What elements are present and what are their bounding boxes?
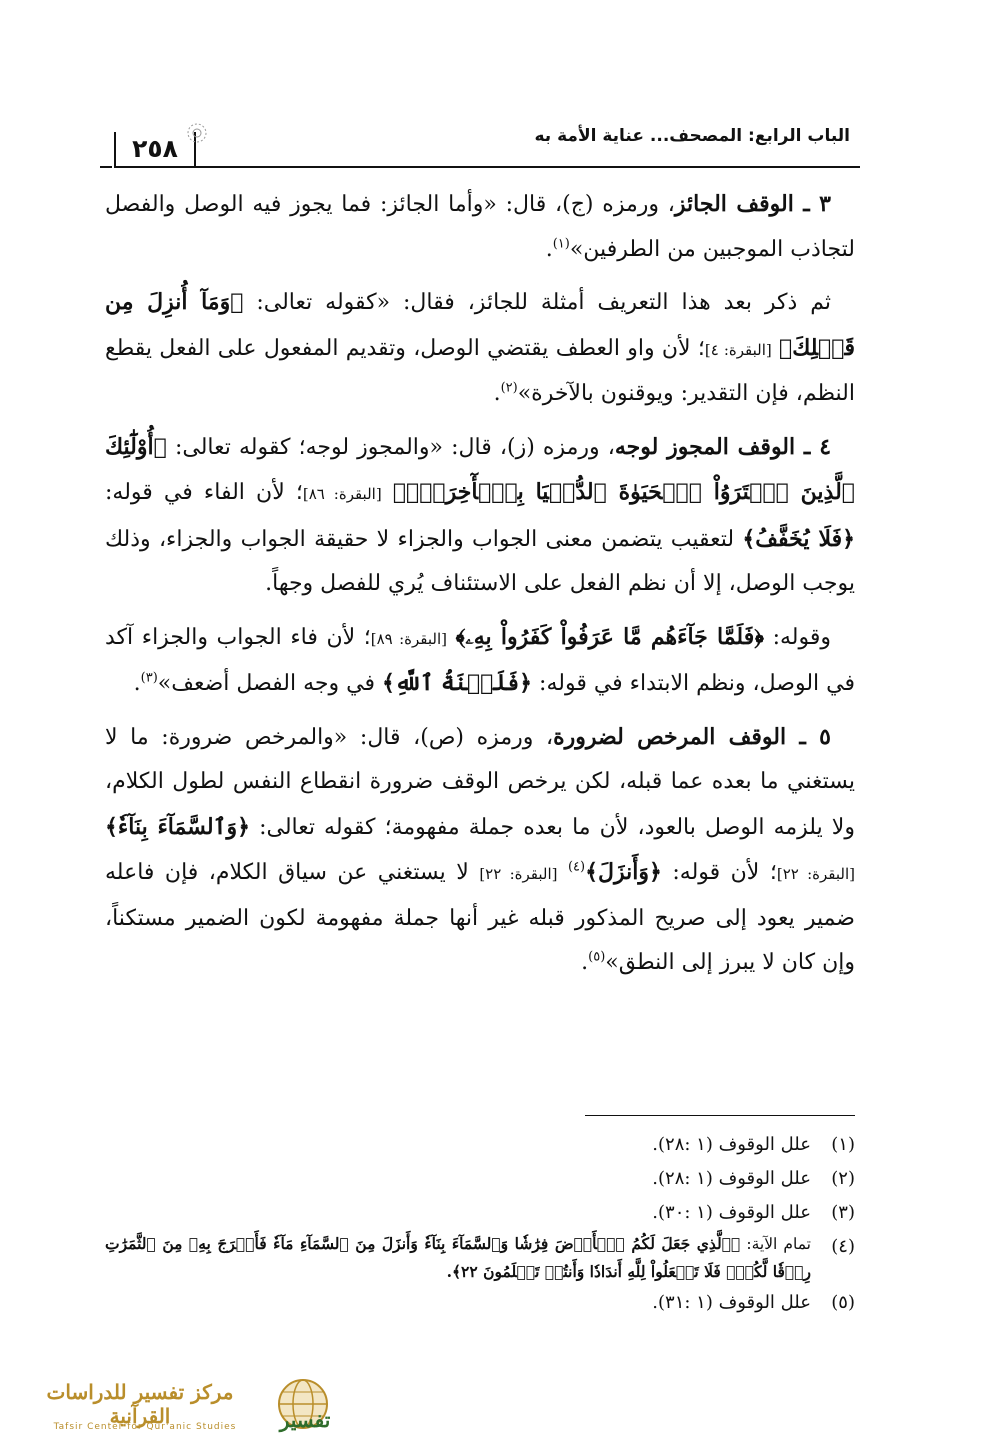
footnote-item: (٢) علل الوقوف (١ :٢٨). [652,1168,855,1189]
footnote-divider [585,1115,855,1116]
footnote-item: (٣) علل الوقوف (١ :٣٠). [652,1202,855,1223]
ornament-icon [184,120,210,146]
main-text [105,182,855,994]
footnote-item: (٥) علل الوقوف (١ :٣١). [652,1292,855,1313]
running-header [100,110,860,165]
paragraph-qawluhu: وقوله: ﴿فَلَمَّا جَآءَهُم مَّا عَرَفُواْ كَفَرُواْ بِهِۦ﴾ [البقرة: ٨٩]؛ لأن فاء الجواب والجزاء آكد في الوصل، ونظم الابتداء في قوله: ﴿فَلَعۡنَةُ ٱللَّهِ﴾ في وجه الفصل أضعف»$^{(٣)}$. [105,623,855,696]
header-divider [114,166,860,168]
chapter-title: الباب الرابع: المصحف... عناية الأمة به [534,126,850,146]
publisher-logo [15,1370,345,1450]
logo-english-text: Tafsir Center for Qur'anic Studies [53,1422,237,1432]
footnote-item: (١) علل الوقوف (١ :٢٨). [652,1134,855,1155]
logo-arabic-text: مركز تفسير للدراسات القرآنية [46,1380,234,1428]
logo-emblem-text: تفسير [279,1408,331,1432]
footnotes [105,1128,855,1320]
header-divider-short [100,166,112,168]
paragraph-jaiz: ٣ ـ الوقف الجائز، ورمزه (ج)، قال: «وأما الجائز: فما يجوز فيه الوصل والفصل لتجاذب الموجبين من الطرفين»$^{(١)}$. [105,191,855,262]
paragraph-example: ثم ذكر بعد هذا التعريف أمثلة للجائز، فقال: «كقوله تعالى: ﴿وَمَآ أُنزِلَ مِن قَبۡلِكَ﴾ [البقرة: ٤]؛ لأن واو العطف يقتضي الوصل، وتقديم المفعول على الفعل يقطع النظم، فإن التقدير: ويوقنون بالآخرة»$^{(٢)}$. [105,289,855,406]
paragraph-mujawwaz: ٤ ـ الوقف المجوز لوجه، ورمزه (ز)، قال: «والمجوز لوجه؛ كقوله تعالى: ﴿أُوْلَٰٓئِكَ ٱلَّذِينَ ٱشۡتَرَوُاْ ٱلۡحَيَوٰةَ ٱلدُّنۡيَا بِٱلۡأٓخِرَةِۖ﴾ [البقرة: ٨٦]؛ لأن الفاء في قوله: ﴿فَلَا يُخَفَّفُ﴾ لتعقيب يتضمن معنى الجواب والجزاء لا حقيقة الجواب والجزاء، وذلك يوجب الوصل، إلا أن نظم الفعل على الاستئناف يُري للفصل وجهاً. [105,433,855,596]
page-number: ٢٥٨ [114,132,196,166]
footnote-item: (٤) تمام الآية: ﴿ٱلَّذِي جَعَلَ لَكُمُ ٱلۡأَرۡضَ فِرَٰشٗا وَٱلسَّمَآءَ بِنَآءٗ وَأَنزَلَ مِنَ ٱلسَّمَآءِ مَآءٗ فَأَخۡرَجَ بِهِۦ مِنَ ٱلثَّمَرَٰتِ رِزۡقٗا لَّكُمۡۖ فَلَا تَجۡعَلُواْ لِلَّهِ أَندَادٗا وَأَنتُمۡ تَعۡلَمُونَ ٢٢﴾. [105,1234,855,1281]
paragraph-murakhkhas: ٥ ـ الوقف المرخص لضرورة، ورمزه (ص)، قال: «والمرخص ضرورة: ما لا يستغني ما بعده عما قبله، لكن يرخص الوقف ضرورة انقطاع النفس لطول الكلام، ولا يلزمه الوصل بالعود، لأن ما بعده جملة مفهومة؛ كقوله تعالى: ﴿وَٱلسَّمَآءَ بِنَآءٗ﴾ [البقرة: ٢٢]؛ لأن قوله: ﴿وَأَنزَلَ﴾$^{(٤)}$ [البقرة: ٢٢] لا يستغني عن سياق الكلام، فإن فاعله ضمير يعود إلى صريح المذكور قبله غير أنها جملة مفهومة لكون الضمير مستكناً، وإن كان لا يبرز إلى النطق»$^{(٥)}$. [105,723,855,975]
